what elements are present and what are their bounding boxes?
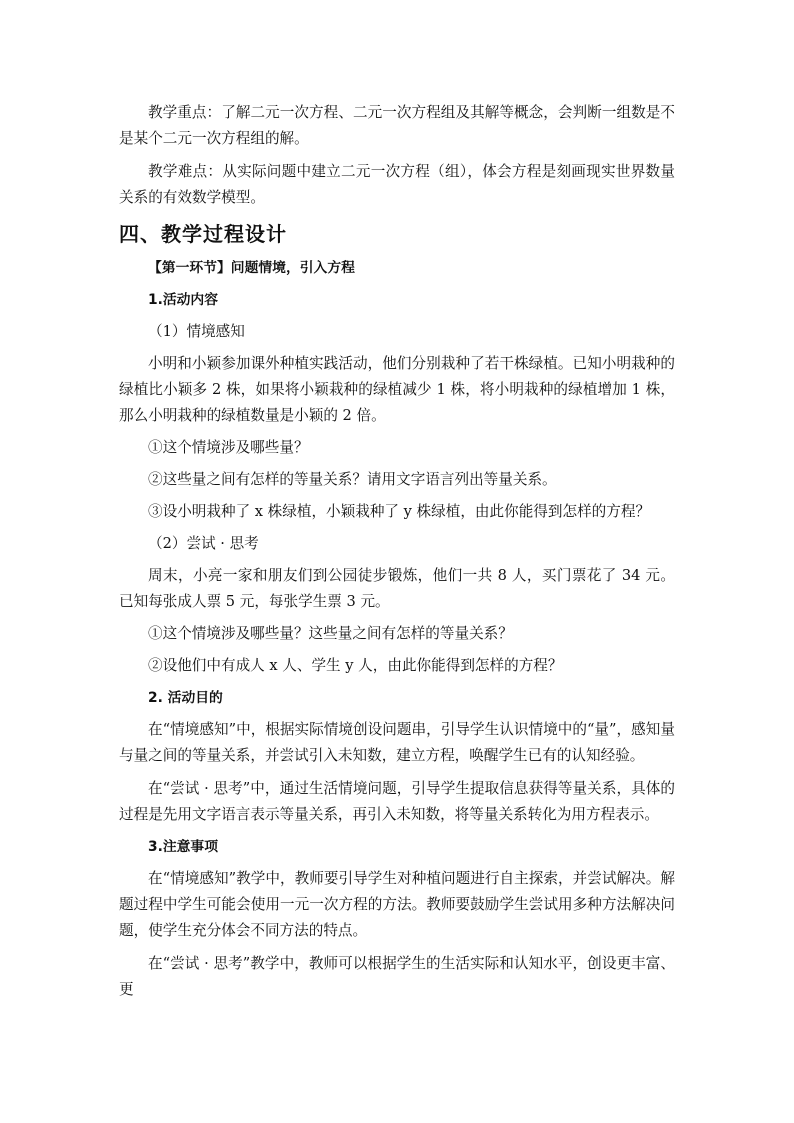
sub2-question-2: ②设他们中有成人 x 人、学生 y 人，由此你能得到怎样的方程？ — [148, 657, 563, 674]
purpose-paragraph-1: 在“情境感知”中，根据实际情境创设问题串，引导学生认识情境中的“量”，感知量与量之间的等量关系，并尝试引入未知数，建立方程，唤醒学生已有的认知经验。 — [119, 721, 675, 764]
sub1-question-1: ①这个情境涉及哪些量？ — [148, 439, 309, 456]
sub1-question-3: ③设小明栽种了 x 株绿植，小颖栽种了 y 株绿植，由此你能得到怎样的方程？ — [148, 503, 651, 520]
sub1-text: 小明和小颖参加课外种植实践活动，他们分别栽种了若干株绿植。已知小明栽种的绿植比小颖多 2 株，如果将小颖栽种的绿植减少 1 株，将小明栽种的绿植增加 1 株，那么小明栽种的绿植数量是小颖的 2 倍。 — [119, 355, 675, 424]
sub1-title: （1）情境感知 — [148, 323, 245, 340]
notes-title: 3.注意事项 — [148, 839, 219, 855]
key-points-paragraph: 教学重点：了解二元一次方程、二元一次方程组及其解等概念，会判断一组数是不是某个二元一次方程组的解。 — [119, 104, 675, 147]
sub2-text: 周末，小亮一家和朋友们到公园徒步锻炼，他们一共 8 人，买门票花了 34 元。已知每张成人票 5 元，每张学生票 3 元。 — [119, 567, 675, 610]
sub2-title: （2）尝试 · 思考 — [148, 535, 259, 552]
difficult-points-paragraph: 教学难点：从实际问题中建立二元一次方程（组），体会方程是刻画现实世界数量关系的有效数学模型。 — [119, 163, 675, 206]
activity-content-title: 1.活动内容 — [148, 292, 219, 308]
purpose-paragraph-2: 在“尝试 · 思考”中，通过生活情境问题，引导学生提取信息获得等量关系，具体的过程是先用文字语言表示等量关系，再引入未知数，将等量关系转化为用方程表示。 — [119, 780, 675, 823]
notes-paragraph-2: 在“尝试 · 思考”教学中，教师可以根据学生的生活实际和认知水平，创设更丰富、更 — [119, 955, 675, 998]
sub1-question-2: ②这些量之间有怎样的等量关系？请用文字语言列出等量关系。 — [148, 471, 557, 488]
section-heading: 四、教学过程设计 — [119, 222, 287, 246]
purpose-title: 2. 活动目的 — [148, 690, 223, 706]
stage-title: 【第一环节】问题情境，引入方程 — [148, 260, 355, 276]
document-body — [119, 100, 675, 1003]
notes-paragraph-1: 在“情境感知”教学中，教师要引导学生对种植问题进行自主探索，并尝试解决。解题过程中学生可能会使用一元一次方程的方法。教师要鼓励学生尝试用多种方法解决问题，使学生充分体会不同方法的特点。 — [119, 870, 675, 939]
sub2-question-1: ①这个情境涉及哪些量？这些量之间有怎样的等量关系？ — [148, 625, 513, 642]
